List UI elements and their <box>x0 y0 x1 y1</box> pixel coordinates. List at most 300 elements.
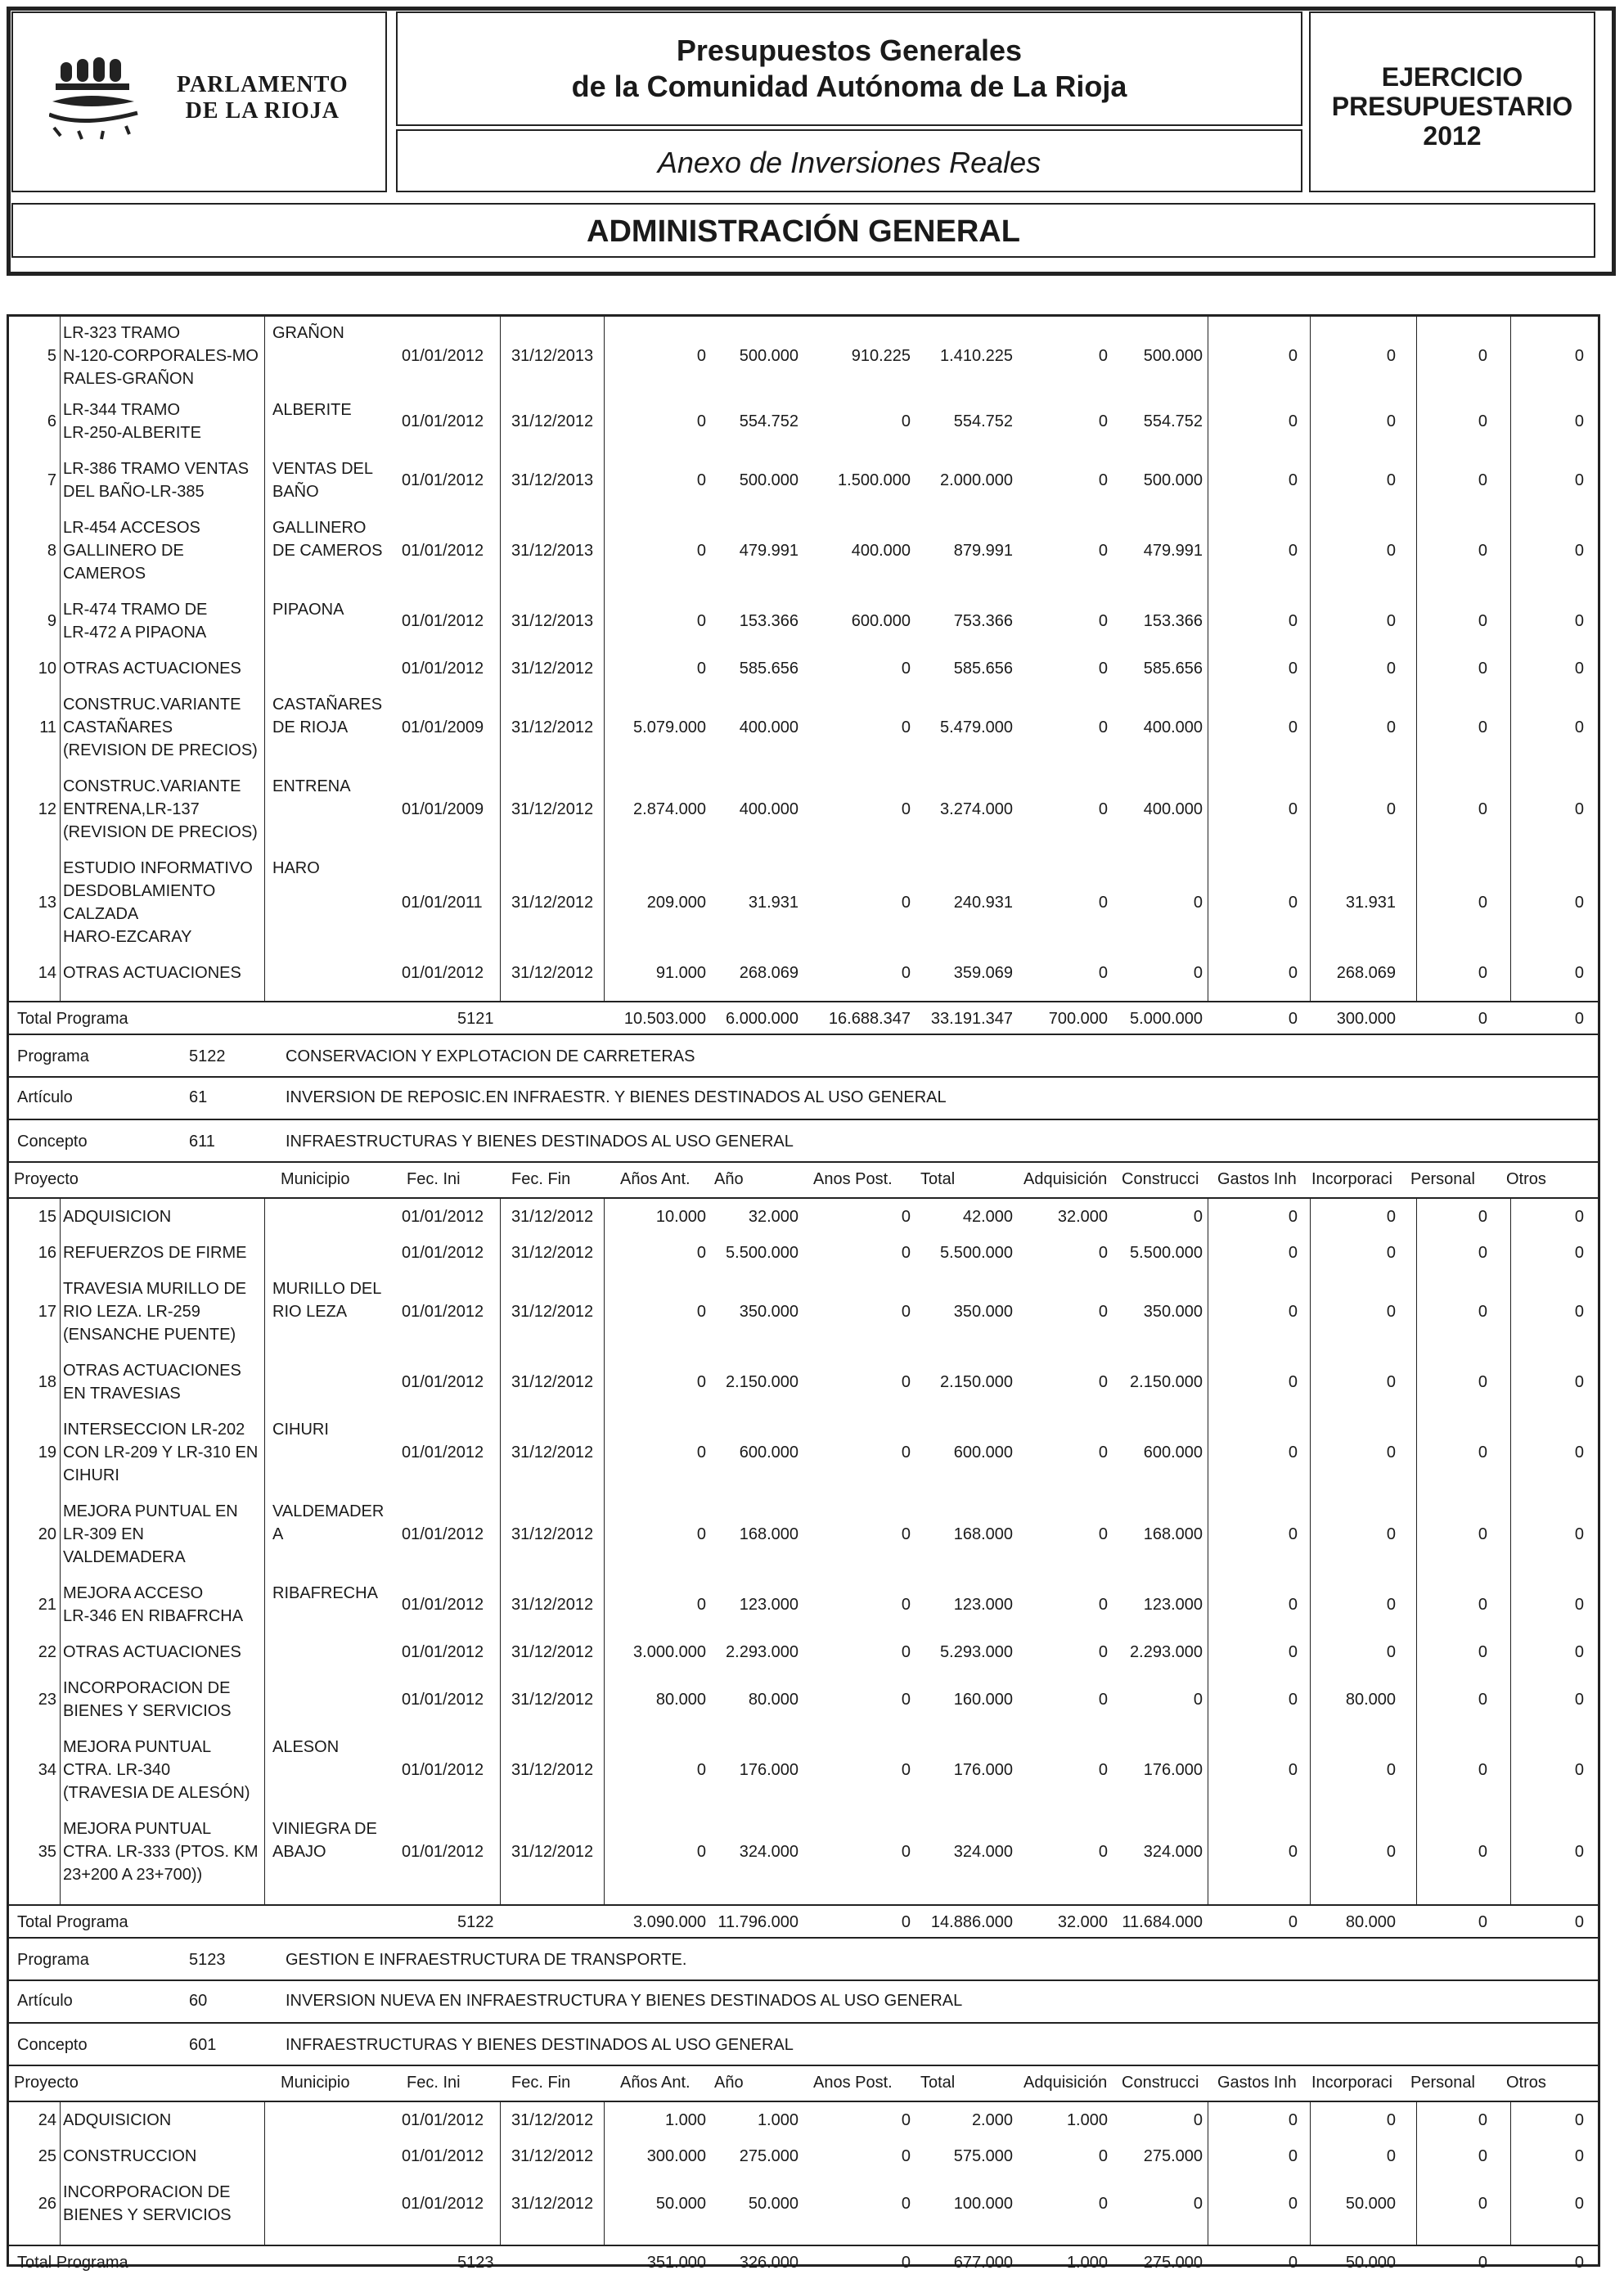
project-name: MEJORA ACCESO <box>63 1584 204 1602</box>
project-name: CTRA. LR-333 (PTOS. KM <box>63 1843 259 1861</box>
amount-cell: 0 <box>1193 1691 1203 1709</box>
amount-cell: 0 <box>1574 1208 1584 1226</box>
amount-cell: 600.000 <box>851 612 911 630</box>
amount-cell: 0 <box>696 1761 706 1779</box>
amount-cell: 80.000 <box>655 1691 706 1709</box>
amount-cell: 0 <box>1098 1525 1108 1543</box>
project-name: OTRAS ACTUACIONES <box>63 660 241 678</box>
amount-cell: 0 <box>1288 542 1298 560</box>
municipality: ALBERITE <box>272 401 352 419</box>
column-header: Fec. Fin <box>511 2074 571 2092</box>
column-divider <box>1310 2101 1311 2245</box>
amount-cell: 240.931 <box>953 894 1013 912</box>
column-divider <box>60 317 61 1001</box>
column-header: Total <box>920 1170 956 1188</box>
amount-cell: 350.000 <box>739 1303 799 1321</box>
municipality: VALDEMADER <box>272 1502 385 1520</box>
row-number: 9 <box>47 612 56 630</box>
project-name: BIENES Y SERVICIOS <box>63 1702 232 1720</box>
project-name: (REVISION DE PRECIOS) <box>63 741 258 759</box>
column-divider <box>604 1197 605 1904</box>
amount-cell: 176.000 <box>953 1761 1013 1779</box>
amount-cell: 600.000 <box>1143 1444 1203 1462</box>
project-name: CALZADA <box>63 905 139 923</box>
amount-cell: 0 <box>1574 612 1584 630</box>
project-name: LR-474 TRAMO DE <box>63 601 208 619</box>
amount-cell: 0 <box>901 1444 911 1462</box>
programa-row-label: Programa <box>17 1047 89 1065</box>
section-title: ADMINISTRACIÓN GENERAL <box>587 214 1020 249</box>
amount-cell: 2.150.000 <box>1130 1373 1203 1391</box>
row-number: 17 <box>38 1303 56 1321</box>
amount-cell: 50.000 <box>655 2195 706 2213</box>
amount-cell: 0 <box>1478 1843 1487 1861</box>
table-row <box>9 1359 1598 1418</box>
amount-cell: 0 <box>901 2147 911 2165</box>
amount-cell: 500.000 <box>1143 471 1203 489</box>
amount-cell: 0 <box>1574 660 1584 678</box>
amount-cell: 3.274.000 <box>940 800 1013 818</box>
municipality: MURILLO DEL <box>272 1280 382 1298</box>
amount-cell: 0 <box>696 1843 706 1861</box>
amount-cell: 0 <box>1288 612 1298 630</box>
row-number: 5 <box>47 347 56 365</box>
logo-panel <box>11 11 387 192</box>
amount-cell: 0 <box>696 660 706 678</box>
amount-cell: 100.000 <box>953 2195 1013 2213</box>
amount-cell: 585.656 <box>953 660 1013 678</box>
amount-cell: 176.000 <box>739 1761 799 1779</box>
end-date: 31/12/2012 <box>511 2111 594 2129</box>
program-code: 5122 <box>457 1913 494 1931</box>
amount-cell: 0 <box>696 471 706 489</box>
amount-cell: 400.000 <box>1143 718 1203 736</box>
row-number: 34 <box>38 1761 56 1779</box>
column-divider <box>500 1197 501 1904</box>
total-amount: 0 <box>1478 2254 1487 2272</box>
total-amount: 677.000 <box>953 2254 1013 2272</box>
amount-cell: 300.000 <box>646 2147 706 2165</box>
amount-cell: 400.000 <box>739 800 799 818</box>
title-line1: Presupuestos Generales <box>676 34 1023 67</box>
amount-cell: 0 <box>901 2111 911 2129</box>
column-header: Proyecto <box>14 2074 79 2092</box>
section-panel <box>11 203 1595 258</box>
end-date: 31/12/2012 <box>511 1596 594 1614</box>
amount-cell: 0 <box>1574 412 1584 430</box>
amount-cell: 0 <box>1098 1691 1108 1709</box>
org-name-line1: PARLAMENTO <box>177 72 349 97</box>
amount-cell: 585.656 <box>1143 660 1203 678</box>
program-code: 5121 <box>457 1010 494 1028</box>
amount-cell: 0 <box>1288 1525 1298 1543</box>
amount-cell: 268.069 <box>1336 964 1396 982</box>
row-number: 24 <box>38 2111 56 2129</box>
end-date: 31/12/2012 <box>511 1373 594 1391</box>
amount-cell: 0 <box>1288 1303 1298 1321</box>
row-number: 16 <box>38 1244 56 1262</box>
column-header: Personal <box>1410 2074 1475 2092</box>
total-amount: 326.000 <box>739 2254 799 2272</box>
amount-cell: 0 <box>1098 800 1108 818</box>
total-amount: 0 <box>1574 2254 1584 2272</box>
amount-cell: 0 <box>1098 1761 1108 1779</box>
amount-cell: 0 <box>1288 660 1298 678</box>
amount-cell: 0 <box>1288 2111 1298 2129</box>
table-row <box>9 1277 1598 1359</box>
start-date: 01/01/2012 <box>402 964 484 982</box>
column-header-row <box>9 2065 1598 2101</box>
amount-cell: 0 <box>1288 1444 1298 1462</box>
amount-cell: 0 <box>1574 2111 1584 2129</box>
project-name: HARO-EZCARAY <box>63 928 192 946</box>
project-name: (REVISION DE PRECIOS) <box>63 823 258 841</box>
amount-cell: 0 <box>1478 964 1487 982</box>
amount-cell: 0 <box>1098 1373 1108 1391</box>
amount-cell: 0 <box>1386 1643 1396 1661</box>
amount-cell: 0 <box>901 660 911 678</box>
amount-cell: 0 <box>1574 1843 1584 1861</box>
project-name: VALDEMADERA <box>63 1548 186 1566</box>
ejercicio-line1: EJERCICIO <box>1381 62 1523 92</box>
start-date: 01/01/2012 <box>402 1208 484 1226</box>
amount-cell: 0 <box>901 894 911 912</box>
project-name: BIENES Y SERVICIOS <box>63 2206 232 2224</box>
amount-cell: 575.000 <box>953 2147 1013 2165</box>
table-row <box>9 857 1598 962</box>
start-date: 01/01/2012 <box>402 2147 484 2165</box>
start-date: 01/01/2012 <box>402 1444 484 1462</box>
parliament-emblem-icon <box>49 54 172 144</box>
amount-cell: 0 <box>1098 1444 1108 1462</box>
amount-cell: 0 <box>1386 1444 1396 1462</box>
total-amount: 0 <box>1478 1010 1487 1028</box>
table-row <box>9 322 1598 399</box>
amount-cell: 5.500.000 <box>1130 1244 1203 1262</box>
amount-cell: 0 <box>901 800 911 818</box>
amount-cell: 80.000 <box>1345 1691 1396 1709</box>
start-date: 01/01/2012 <box>402 1303 484 1321</box>
amount-cell: 0 <box>1386 412 1396 430</box>
amount-cell: 0 <box>1288 718 1298 736</box>
amount-cell: 0 <box>1288 800 1298 818</box>
municipality: VINIEGRA DE <box>272 1820 377 1838</box>
amount-cell: 0 <box>1478 412 1487 430</box>
amount-cell: 0 <box>1574 542 1584 560</box>
total-amount: 0 <box>901 1913 911 1931</box>
end-date: 31/12/2012 <box>511 1691 594 1709</box>
amount-cell: 268.069 <box>739 964 799 982</box>
amount-cell: 0 <box>1288 2147 1298 2165</box>
amount-cell: 0 <box>1386 800 1396 818</box>
programa-row-code: 5122 <box>189 1047 226 1065</box>
amount-cell: 1.500.000 <box>838 471 911 489</box>
amount-cell: 400.000 <box>851 542 911 560</box>
amount-cell: 0 <box>901 1761 911 1779</box>
column-divider <box>1510 317 1511 1001</box>
table-row <box>9 2145 1598 2181</box>
amount-cell: 500.000 <box>739 471 799 489</box>
subtitle-panel <box>396 129 1302 192</box>
amount-cell: 0 <box>1574 800 1584 818</box>
end-date: 31/12/2012 <box>511 1244 594 1262</box>
column-divider <box>1416 1197 1417 1904</box>
amount-cell: 0 <box>1098 660 1108 678</box>
amount-cell: 0 <box>1478 1691 1487 1709</box>
start-date: 01/01/2012 <box>402 1691 484 1709</box>
amount-cell: 0 <box>1193 894 1203 912</box>
table-row <box>9 1582 1598 1641</box>
amount-cell: 168.000 <box>1143 1525 1203 1543</box>
end-date: 31/12/2013 <box>511 347 594 365</box>
municipality: BAÑO <box>272 483 319 501</box>
amount-cell: 123.000 <box>953 1596 1013 1614</box>
column-header: Otros <box>1506 1170 1546 1188</box>
amount-cell: 0 <box>1098 612 1108 630</box>
total-amount: 6.000.000 <box>726 1010 799 1028</box>
total-label: Total Programa <box>17 1913 128 1931</box>
amount-cell: 0 <box>1574 894 1584 912</box>
amount-cell: 0 <box>1386 1303 1396 1321</box>
amount-cell: 275.000 <box>1143 2147 1203 2165</box>
amount-cell: 0 <box>1098 894 1108 912</box>
amount-cell: 209.000 <box>646 894 706 912</box>
concepto-row <box>9 2024 1598 2066</box>
row-number: 15 <box>38 1208 56 1226</box>
investment-table <box>7 314 1600 2272</box>
amount-cell: 168.000 <box>953 1525 1013 1543</box>
title-line2: de la Comunidad Autónoma de La Rioja <box>571 70 1127 103</box>
row-number: 22 <box>38 1643 56 1661</box>
column-header: Gastos Inh <box>1217 1170 1297 1188</box>
column-divider <box>264 317 265 1001</box>
amount-cell: 0 <box>1386 1596 1396 1614</box>
amount-cell: 80.000 <box>748 1691 799 1709</box>
total-amount: 32.000 <box>1057 1913 1108 1931</box>
column-header: Proyecto <box>14 1170 79 1188</box>
amount-cell: 600.000 <box>739 1444 799 1462</box>
amount-cell: 0 <box>1574 964 1584 982</box>
title-panel <box>396 11 1302 126</box>
column-header: Total <box>920 2074 956 2092</box>
amount-cell: 2.000 <box>971 2111 1013 2129</box>
articulo-row <box>9 1979 1598 2022</box>
amount-cell: 0 <box>901 1525 911 1543</box>
project-name: CONSTRUC.VARIANTE <box>63 696 241 714</box>
amount-cell: 0 <box>1574 1373 1584 1391</box>
amount-cell: 50.000 <box>748 2195 799 2213</box>
table-row <box>9 1418 1598 1500</box>
start-date: 01/01/2012 <box>402 542 484 560</box>
amount-cell: 400.000 <box>739 718 799 736</box>
amount-cell: 0 <box>696 1244 706 1262</box>
amount-cell: 0 <box>696 1444 706 1462</box>
amount-cell: 5.500.000 <box>940 1244 1013 1262</box>
row-number: 7 <box>47 471 56 489</box>
amount-cell: 0 <box>901 1373 911 1391</box>
project-name: INTERSECCION LR-202 <box>63 1421 245 1439</box>
amount-cell: 0 <box>696 542 706 560</box>
column-header: Municipio <box>281 2074 350 2092</box>
amount-cell: 3.000.000 <box>633 1643 706 1661</box>
amount-cell: 32.000 <box>1057 1208 1108 1226</box>
table-row <box>9 1205 1598 1241</box>
total-amount: 300.000 <box>1336 1010 1396 1028</box>
start-date: 01/01/2012 <box>402 2111 484 2129</box>
amount-cell: 2.293.000 <box>1130 1643 1203 1661</box>
column-divider <box>500 2101 501 2245</box>
table-row <box>9 516 1598 598</box>
end-date: 31/12/2012 <box>511 412 594 430</box>
table-row <box>9 1500 1598 1582</box>
municipality: DE RIOJA <box>272 718 349 736</box>
amount-cell: 0 <box>1478 1525 1487 1543</box>
articulo-row-label: Artículo <box>17 1992 73 2010</box>
project-name: LR-472 A PIPAONA <box>63 624 207 642</box>
table-row <box>9 1241 1598 1277</box>
amount-cell: 0 <box>1098 1643 1108 1661</box>
amount-cell: 0 <box>696 612 706 630</box>
start-date: 01/01/2012 <box>402 1643 484 1661</box>
total-amount: 0 <box>1288 1913 1298 1931</box>
amount-cell: 0 <box>1098 412 1108 430</box>
amount-cell: 0 <box>1574 471 1584 489</box>
row-number: 12 <box>38 800 56 818</box>
end-date: 31/12/2012 <box>511 718 594 736</box>
amount-cell: 0 <box>1386 1244 1396 1262</box>
amount-cell: 5.500.000 <box>726 1244 799 1262</box>
amount-cell: 1.000 <box>757 2111 799 2129</box>
column-divider <box>1310 317 1311 1001</box>
amount-cell: 0 <box>1386 1525 1396 1543</box>
amount-cell: 0 <box>1478 800 1487 818</box>
amount-cell: 0 <box>901 2195 911 2213</box>
concepto-row-description: INFRAESTRUCTURAS Y BIENES DESTINADOS AL USO GENERAL <box>286 1133 794 1151</box>
project-name: LR-454 ACCESOS <box>63 519 200 537</box>
amount-cell: 0 <box>1478 542 1487 560</box>
end-date: 31/12/2012 <box>511 1843 594 1861</box>
project-name: LR-344 TRAMO <box>63 401 181 419</box>
concepto-row-code: 601 <box>189 2036 217 2054</box>
amount-cell: 153.366 <box>1143 612 1203 630</box>
municipality: ALESON <box>272 1738 340 1756</box>
amount-cell: 0 <box>1386 2111 1396 2129</box>
amount-cell: 324.000 <box>953 1843 1013 1861</box>
column-header: Gastos Inh <box>1217 2074 1297 2092</box>
amount-cell: 0 <box>1478 1303 1487 1321</box>
amount-cell: 0 <box>901 1208 911 1226</box>
column-divider <box>60 1197 61 1904</box>
amount-cell: 0 <box>1478 1444 1487 1462</box>
project-name: OTRAS ACTUACIONES <box>63 1362 241 1380</box>
start-date: 01/01/2012 <box>402 347 484 365</box>
row-divider <box>9 2101 1598 2102</box>
programa-row-description: GESTION E INFRAESTRUCTURA DE TRANSPORTE. <box>286 1951 687 1969</box>
amount-cell: 0 <box>1478 718 1487 736</box>
total-row <box>9 1002 1598 1035</box>
articulo-row-label: Artículo <box>17 1088 73 1106</box>
amount-cell: 0 <box>696 1303 706 1321</box>
table-row <box>9 2109 1598 2145</box>
end-date: 31/12/2012 <box>511 1643 594 1661</box>
table-row <box>9 457 1598 516</box>
end-date: 31/12/2012 <box>511 2195 594 2213</box>
amount-cell: 0 <box>901 1244 911 1262</box>
programa-row-label: Programa <box>17 1951 89 1969</box>
total-row <box>9 1906 1598 1939</box>
total-amount: 0 <box>1574 1913 1584 1931</box>
project-name: CONSTRUCCION <box>63 2147 197 2165</box>
amount-cell: 0 <box>1574 1596 1584 1614</box>
total-amount: 80.000 <box>1345 1913 1396 1931</box>
amount-cell: 0 <box>1288 894 1298 912</box>
project-name: LR-250-ALBERITE <box>63 424 201 442</box>
amount-cell: 176.000 <box>1143 1761 1203 1779</box>
amount-cell: 0 <box>1386 1843 1396 1861</box>
amount-cell: 0 <box>1478 347 1487 365</box>
column-divider <box>1510 1197 1511 1904</box>
programa-row <box>9 1035 1598 1078</box>
project-name: N-120-CORPORALES-MO <box>63 347 259 365</box>
start-date: 01/01/2012 <box>402 1244 484 1262</box>
concepto-row-label: Concepto <box>17 2036 88 2054</box>
end-date: 31/12/2012 <box>511 800 594 818</box>
end-date: 31/12/2012 <box>511 660 594 678</box>
amount-cell: 0 <box>1288 1373 1298 1391</box>
column-header: Anos Post. <box>813 2074 893 2092</box>
total-amount: 700.000 <box>1048 1010 1108 1028</box>
amount-cell: 0 <box>1288 1843 1298 1861</box>
programa-row <box>9 1939 1598 1981</box>
total-amount: 10.503.000 <box>623 1010 706 1028</box>
amount-cell: 0 <box>1574 2195 1584 2213</box>
amount-cell: 0 <box>1478 2111 1487 2129</box>
total-amount: 3.090.000 <box>633 1913 706 1931</box>
column-header: Personal <box>1410 1170 1475 1188</box>
amount-cell: 0 <box>1386 1761 1396 1779</box>
project-name: ADQUISICION <box>63 2111 172 2129</box>
amount-cell: 0 <box>1288 1691 1298 1709</box>
row-number: 6 <box>47 412 56 430</box>
column-header: Otros <box>1506 2074 1546 2092</box>
municipality: CASTAÑARES <box>272 696 383 714</box>
ejercicio-line2: PRESUPUESTARIO <box>1331 92 1573 121</box>
amount-cell: 0 <box>1478 2195 1487 2213</box>
project-name: DEL BAÑO-LR-385 <box>63 483 205 501</box>
articulo-row-description: INVERSION NUEVA EN INFRAESTRUCTURA Y BIENES DESTINADOS AL USO GENERAL <box>286 1992 963 2010</box>
column-header: Adquisición <box>1023 1170 1108 1188</box>
row-number: 10 <box>38 660 56 678</box>
total-amount: 351.000 <box>646 2254 706 2272</box>
concepto-row-description: INFRAESTRUCTURAS Y BIENES DESTINADOS AL USO GENERAL <box>286 2036 794 2054</box>
amount-cell: 0 <box>901 1843 911 1861</box>
amount-cell: 0 <box>1288 964 1298 982</box>
amount-cell: 0 <box>1574 1444 1584 1462</box>
amount-cell: 0 <box>1386 471 1396 489</box>
amount-cell: 0 <box>1193 1208 1203 1226</box>
project-name: RALES-GRAÑON <box>63 370 195 388</box>
column-header: Años Ant. <box>620 2074 691 2092</box>
amount-cell: 31.931 <box>748 894 799 912</box>
project-name: OTRAS ACTUACIONES <box>63 964 241 982</box>
project-name: CON LR-209 Y LR-310 EN <box>63 1444 259 1462</box>
column-header: Año <box>714 2074 744 2092</box>
end-date: 31/12/2012 <box>511 1761 594 1779</box>
row-number: 8 <box>47 542 56 560</box>
column-header: Construcci <box>1122 2074 1199 2092</box>
amount-cell: 0 <box>1193 2195 1203 2213</box>
table-row <box>9 657 1598 693</box>
